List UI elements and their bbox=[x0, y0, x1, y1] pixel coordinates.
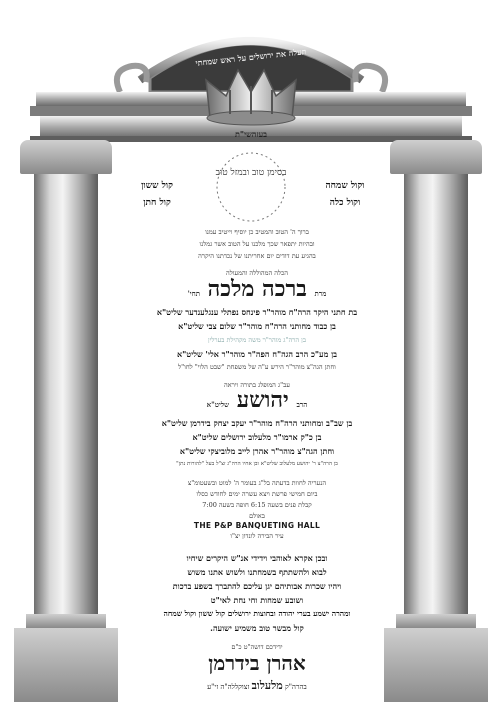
intro-line: בהגיע עת דודים יום אחריתנו של נכדתנו היקרה bbox=[198, 252, 316, 260]
invitation-line: לבוא ולהשתתף בשמחתנו ולשוש אתנו משוש bbox=[187, 567, 327, 577]
signature-suffix bbox=[112, 679, 402, 692]
signature-prefix: ידידכם דושה"ט כ"ם bbox=[231, 643, 283, 651]
groom-heading bbox=[112, 387, 402, 413]
intro-line: ובהיות יתפאר שכך מלכנו על הטוב אשר גמלנו bbox=[199, 240, 315, 248]
event-city: עיר הבירה לונדון יצ"ו bbox=[230, 532, 284, 540]
bride-line: בן כבוד מחותני הרה"ח מוהר"ר שלום צבי שליט"א bbox=[178, 321, 336, 331]
event-line: באולם bbox=[249, 512, 265, 520]
left-column bbox=[34, 174, 98, 614]
event-hall: THE P&P BANQUETING HALL bbox=[193, 521, 321, 530]
groom-line: וחתן הגה"צ מוהר"ר אהרן לייב מלוביצקי שליט"א bbox=[179, 446, 335, 456]
bride-line: בת חתני היקר הרה"ח מוהר"ר פינחס נפתלי ענגלענדער שליט"א bbox=[156, 307, 358, 317]
bride-heading bbox=[112, 276, 402, 302]
invitation-line: ושובע שמחות וחי נחת לאי"ט bbox=[210, 595, 304, 605]
bride-name: ברכה מלכה bbox=[207, 276, 307, 302]
groom-title-post: שליט"א bbox=[206, 400, 230, 409]
event-line: קבלת פנים בשעה 6:15 חופה בשעה 7:00 bbox=[202, 501, 312, 509]
bride-title-post: תחי' bbox=[187, 289, 200, 298]
intro-line: ברוך ה' הטוב והמטיב כן יוסיף וייטיב עמנו bbox=[205, 228, 309, 236]
signature-suffix-post: זצוקללה"ה זי"ע bbox=[207, 683, 250, 691]
left-base-top bbox=[26, 614, 106, 628]
signature-name: אהרן בידרמן bbox=[208, 651, 306, 675]
groom-title-pre: הרב bbox=[296, 400, 308, 409]
signature-suffix-pre: בהרה"ק bbox=[284, 683, 307, 691]
event-line: הנעריה לחוות בדעתה בל"ג בעומר ה' למוט ובשעטומ"צ bbox=[187, 479, 327, 487]
groom-line: בן כ"ק ארמו"ר מלעלוב ירושלים שליט"א bbox=[192, 432, 322, 442]
bride-line: בן מע"כ הרב הגה"ח הפה"ר מוהר"ר אלי' שליט"א bbox=[176, 349, 337, 359]
groom-prefix: עב"ג המופלג בתורה ויראה bbox=[224, 381, 290, 389]
groom-line: בן שב"ב ומחותני הרה"ח מוהר"ר יעקב יצחק בידרמן שליט"א bbox=[161, 418, 353, 428]
left-capital bbox=[20, 140, 112, 174]
left-pedestal bbox=[14, 628, 118, 702]
seal-letters: בסימן טוב ובמזל טוב bbox=[215, 168, 287, 178]
arch-blessing: בעזהשי"ת bbox=[234, 129, 268, 139]
invitation-body bbox=[112, 0, 402, 708]
right-column bbox=[404, 174, 468, 614]
bride-line: וחתן הגה"צ מוהר"ר הירש ע"ה של משפחת "שבט הלוי" לחו"ל bbox=[178, 363, 336, 371]
right-capital bbox=[390, 140, 482, 174]
invitation-line: ומהרה ישמע בערי יהודה ובחוצות ירושלים קול ששון וקול שמחה bbox=[163, 609, 351, 618]
signature-suffix-name: מלעלוב bbox=[251, 679, 283, 692]
corner-left-line1: קול ששון bbox=[141, 181, 173, 191]
invitation-line: ובכן אקרא לאוהבי וידידי אנ"ש היקרים שיחיו bbox=[186, 553, 328, 563]
corner-left-line2: קול חתן bbox=[143, 198, 171, 208]
groom-name: יהושע bbox=[236, 387, 289, 413]
corner-right-line1: וקול שמחה bbox=[325, 181, 365, 191]
arch-motto: תעלה את ירושלים על ראש שמחתי bbox=[195, 46, 307, 68]
event-line: ביום חמישי פרשת ויצא עשרה ימים לחודש כסלו bbox=[196, 490, 318, 498]
right-base-top bbox=[396, 614, 476, 628]
bride-line: בן הרה"ג מוהר"ר משה מקהילת בערלין bbox=[208, 336, 306, 344]
groom-line: בן הרה"צ ר' יהושע מלעלוב שליט"א ובן אחיו הרה"ג זצ"ל בעל "להורות נתן" bbox=[176, 461, 338, 467]
bride-prefix: הכלה המהוללה והמעולה bbox=[225, 269, 289, 277]
invitation-line: ויהיו שכרות אבותיהם יגן עליכם להתברך בשפע ברכות bbox=[172, 581, 342, 591]
bride-title-pre: מרת bbox=[314, 289, 327, 298]
corner-right-line2: וקול כלה bbox=[329, 198, 361, 208]
invitation-line: קול מבשר טוב משמיע ישועה. bbox=[210, 623, 304, 633]
